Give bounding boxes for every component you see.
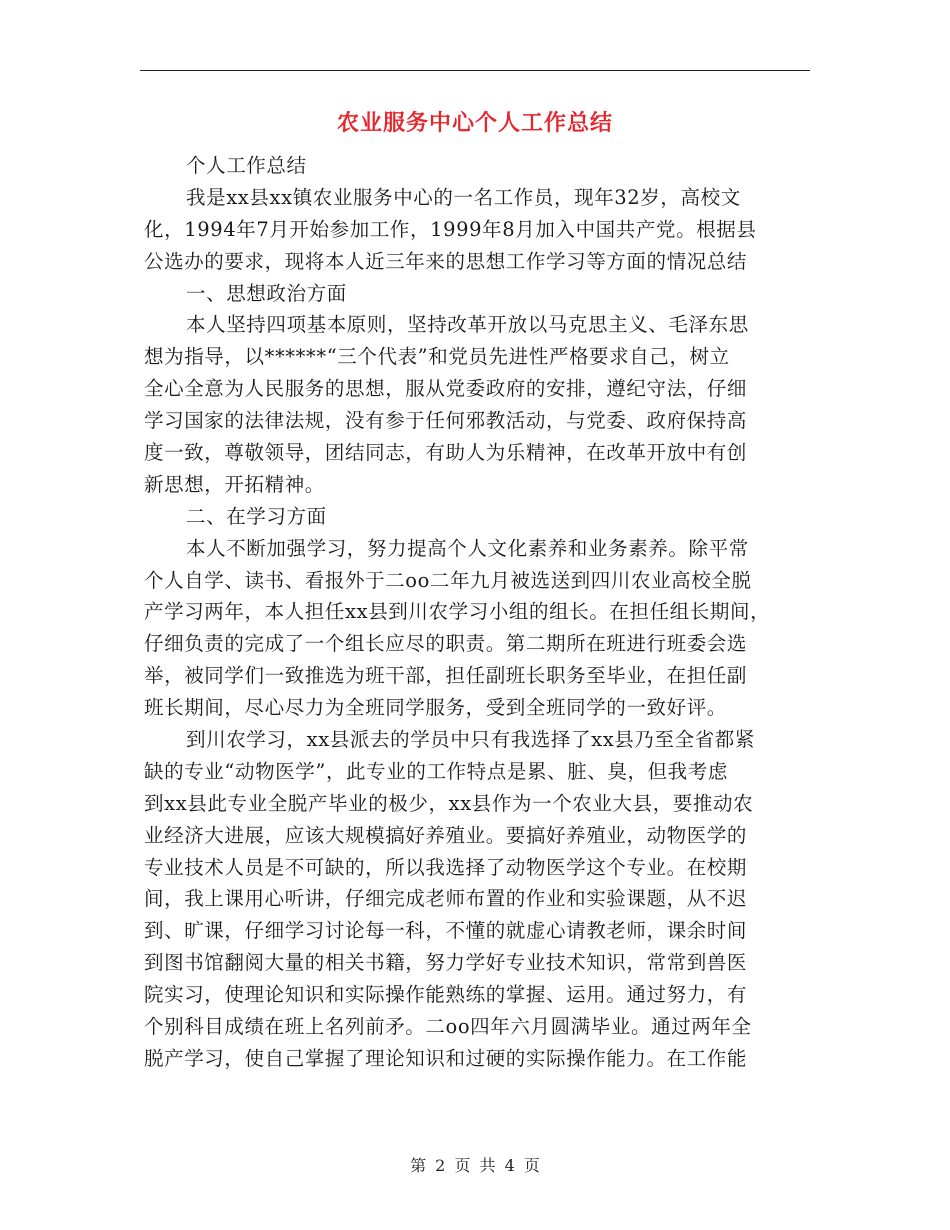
paragraph-line: 公选办的要求，现将本人近三年来的思想工作学习等方面的情况总结	[144, 249, 748, 273]
page-number: 第 2 页 共 4 页	[410, 1156, 540, 1175]
paragraph-line: 个人自学、读书、看报外于二oo二年九月被选送到四川农业高校全脱	[144, 568, 752, 592]
paragraph-line: 我是xx县xx镇农业服务中心的一名工作员，现年32岁，高校文	[186, 185, 741, 209]
paragraph-line: 本人不断加强学习，努力提高个人文化素养和业务素养。除平常	[186, 536, 749, 560]
paragraph-line: 到川农学习，xx县派去的学员中只有我选择了xx县乃至全省都紧	[186, 728, 755, 752]
paragraph-line: 到、旷课，仔细学习讨论每一科，不懂的就虚心请教老师，课余时间	[144, 919, 748, 943]
paragraph-line: 间，我上课用心听讲，仔细完成老师布置的作业和实验课题，从不迟	[144, 887, 748, 911]
paragraph-line: 到图书馆翻阅大量的相关书籍，努力学好专业技术知识，常常到兽医	[144, 951, 748, 975]
paragraph-line: 个人工作总结	[186, 154, 307, 177]
paragraph-line: 本人坚持四项基本原则，坚持改革开放以马克思主义、毛泽东思	[186, 313, 749, 337]
document-body	[144, 150, 810, 1075]
paragraph-line: 化，1994年7月开始参加工作，1999年8月加入中国共产党。根据县	[144, 217, 757, 241]
paragraph-line: 个别科目成绩在班上名列前矛。二oo四年六月圆满毕业。通过两年全	[144, 1015, 752, 1039]
paragraph-line: 缺的专业“动物医学”，此专业的工作特点是累、脏、臭，但我考虑	[144, 759, 728, 783]
paragraph-line: 脱产学习，使自己掌握了理论知识和过硬的实际操作能力。在工作能	[144, 1046, 748, 1070]
paragraph-line: 到xx县此专业全脱产毕业的极少，xx县作为一个农业大县，要推动农	[144, 791, 754, 815]
paragraph-line: 仔细负责的完成了一个组长应尽的职责。第二期所在班进行班委会选	[144, 632, 748, 656]
paragraph-line: 院实习，使理论知识和实际操作能熟练的掌握、运用。通过努力，有	[144, 983, 748, 1007]
paragraph-line: 学习国家的法律法规，没有参于任何邪教活动，与党委、政府保持高	[144, 409, 748, 433]
paragraph-line: 全心全意为人民服务的思想，服从党委政府的安排，遵纪守法，仔细	[144, 377, 748, 401]
paragraph-line: 业经济大进展，应该大规模搞好养殖业。要搞好养殖业，动物医学的	[144, 823, 748, 847]
document-title: 农业服务中心个人工作总结	[336, 111, 613, 136]
section-heading: 二、在学习方面	[186, 504, 327, 528]
section-heading: 一、思想政治方面	[186, 281, 347, 305]
paragraph-line: 度一致，尊敬领导，团结同志，有助人为乐精神，在改革开放中有创	[144, 441, 748, 465]
paragraph-line: 班长期间，尽心尽力为全班同学服务，受到全班同学的一致好评。	[144, 696, 727, 720]
paragraph-line: 新思想，开拓精神。	[144, 472, 325, 496]
paragraph-line: 举，被同学们一致推选为班干部，担任副班长职务至毕业，在担任副	[144, 664, 748, 688]
header-rule	[140, 70, 810, 71]
paragraph-line: 产学习两年，本人担任xx县到川农学习小组的组长。在担任组长期间，	[144, 600, 771, 624]
paragraph-line: 专业技术人员是不可缺的，所以我选择了动物医学这个专业。在校期	[144, 855, 748, 879]
paragraph-line: 想为指导，以******“三个代表”和党员先进性严格要求自己，树立	[144, 345, 730, 369]
